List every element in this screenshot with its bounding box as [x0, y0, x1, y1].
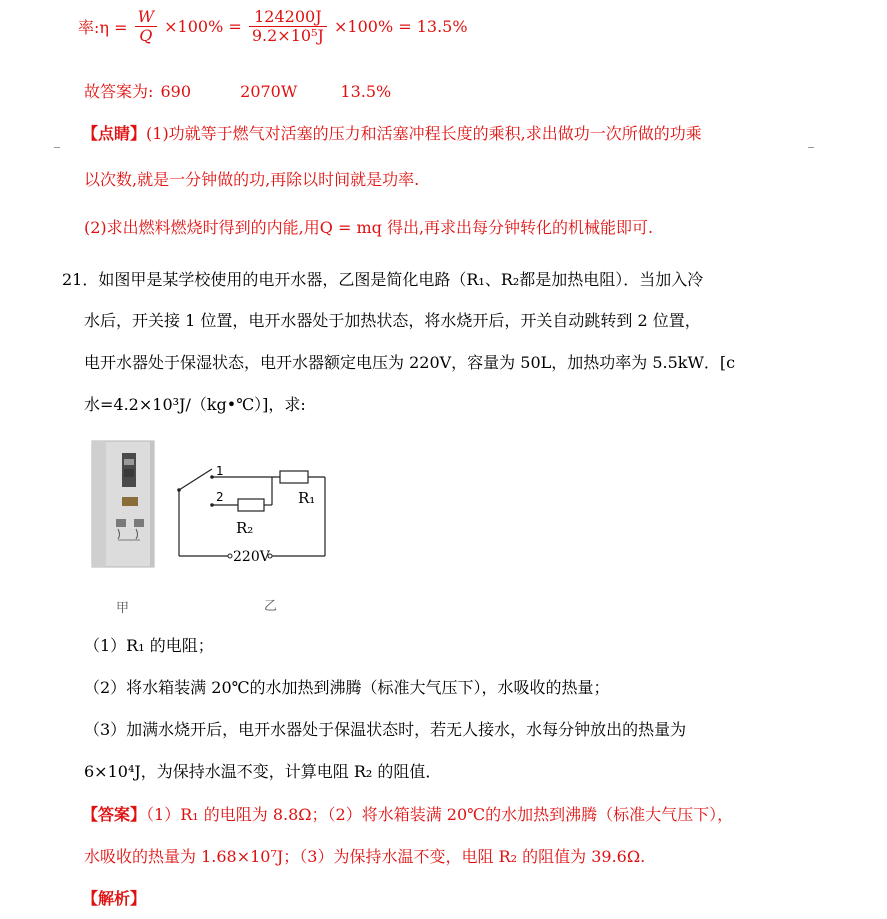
switch-position-2: 2 — [216, 490, 224, 504]
answer-summary-label: 故答案为: — [84, 82, 154, 101]
question-line-3: 电开水器处于保湿状态，电开水器额定电压为 220V，容量为 50L，加热功率为 5.5kW．[c — [84, 353, 736, 372]
tips-label: 【点睛】 — [82, 124, 147, 143]
fraction-values — [249, 8, 327, 45]
answer-value-2: 2070W — [240, 82, 298, 101]
fraction-numerator: W — [135, 8, 157, 27]
answer-line-1 — [82, 805, 733, 825]
formula-prefix: 率:η = — [78, 18, 128, 37]
answer-value-3: 13.5% — [340, 82, 392, 101]
subquestion-2: （2）将水箱装满 20℃的水加热到沸腾（标准大气压下），水吸收的热量； — [84, 678, 610, 697]
subquestion-3: （3）加满水烧开后，电开水器处于保温状态时，若无人接水，水每分钟放出的热量为 — [84, 720, 687, 739]
subquestion-3-continued: 6×10⁴J，为保持水温不变，计算电阻 R₂ 的阻值． — [84, 762, 442, 781]
answer-line-2: 水吸收的热量为 1.68×10⁷J；（3）为保持水温不变，电阻 R₂ 的阻值为 39.6Ω. — [84, 847, 646, 866]
tips-text-1: (1)功就等于燃气对活塞的压力和活塞冲程长度的乘积,求出做功一次所做的功乘 — [146, 124, 702, 143]
question-text-1: 如图甲是某学校使用的电开水器，乙图是简化电路（R₁、R₂都是加热电阻）．当加入冷 — [98, 270, 704, 289]
voltage-label: 220V — [233, 549, 270, 565]
resistor-r2 — [238, 499, 264, 511]
figure-caption-yi: 乙 — [264, 599, 278, 614]
tips-line-1 — [82, 124, 702, 144]
fraction-denominator: Q — [139, 26, 153, 45]
resistor-r1 — [280, 471, 308, 483]
margin-dash-left — [54, 147, 60, 148]
figure-illustration — [88, 435, 348, 620]
margin-dash-right — [808, 147, 814, 148]
figure-caption-jia: 甲 — [116, 601, 130, 616]
answer-text-1: （1）R₁ 的电阻为 8.8Ω；（2）将水箱装满 20℃的水加热到沸腾（标准大气压下）， — [146, 805, 734, 824]
answer-summary — [84, 82, 391, 102]
fraction-value-denominator: 9.2×10⁵J — [251, 26, 324, 45]
formula-times-2: ×100% = 13.5% — [334, 17, 468, 36]
answer-label: 【答案】 — [82, 805, 147, 824]
answer-value-1: 690 — [160, 82, 192, 101]
tips-line-3: (2)求出燃料燃烧时得到的内能,用Q = mq 得出,再求出每分钟转化的机械能即可. — [84, 218, 654, 237]
r1-label: R₁ — [298, 489, 316, 507]
fraction-value-numerator: 124200J — [249, 8, 327, 27]
fraction-w-over-q — [135, 8, 157, 45]
subquestion-1: （1）R₁ 的电阻； — [84, 636, 214, 655]
efficiency-formula — [78, 8, 468, 48]
question-line-1 — [62, 270, 703, 290]
r2-label: R₂ — [236, 519, 254, 537]
switch-position-1: 1 — [216, 464, 224, 478]
question-figure — [88, 435, 348, 620]
question-number: 21． — [62, 270, 99, 289]
analysis-label: 【解析】 — [82, 889, 147, 908]
circuit-diagram — [179, 469, 325, 556]
formula-times-1: ×100% = — [164, 17, 242, 36]
question-line-2: 水后，开关接 1 位置，电开水器处于加热状态，将水烧开后，开关自动跳转到 2 位置， — [84, 311, 701, 330]
tips-line-2: 以次数,就是一分钟做的功,再除以时间就是功率. — [84, 170, 420, 189]
question-line-4: 水=4.2×10³J/（kg•℃）]，求: — [84, 395, 306, 414]
water-heater-photo — [92, 441, 154, 567]
